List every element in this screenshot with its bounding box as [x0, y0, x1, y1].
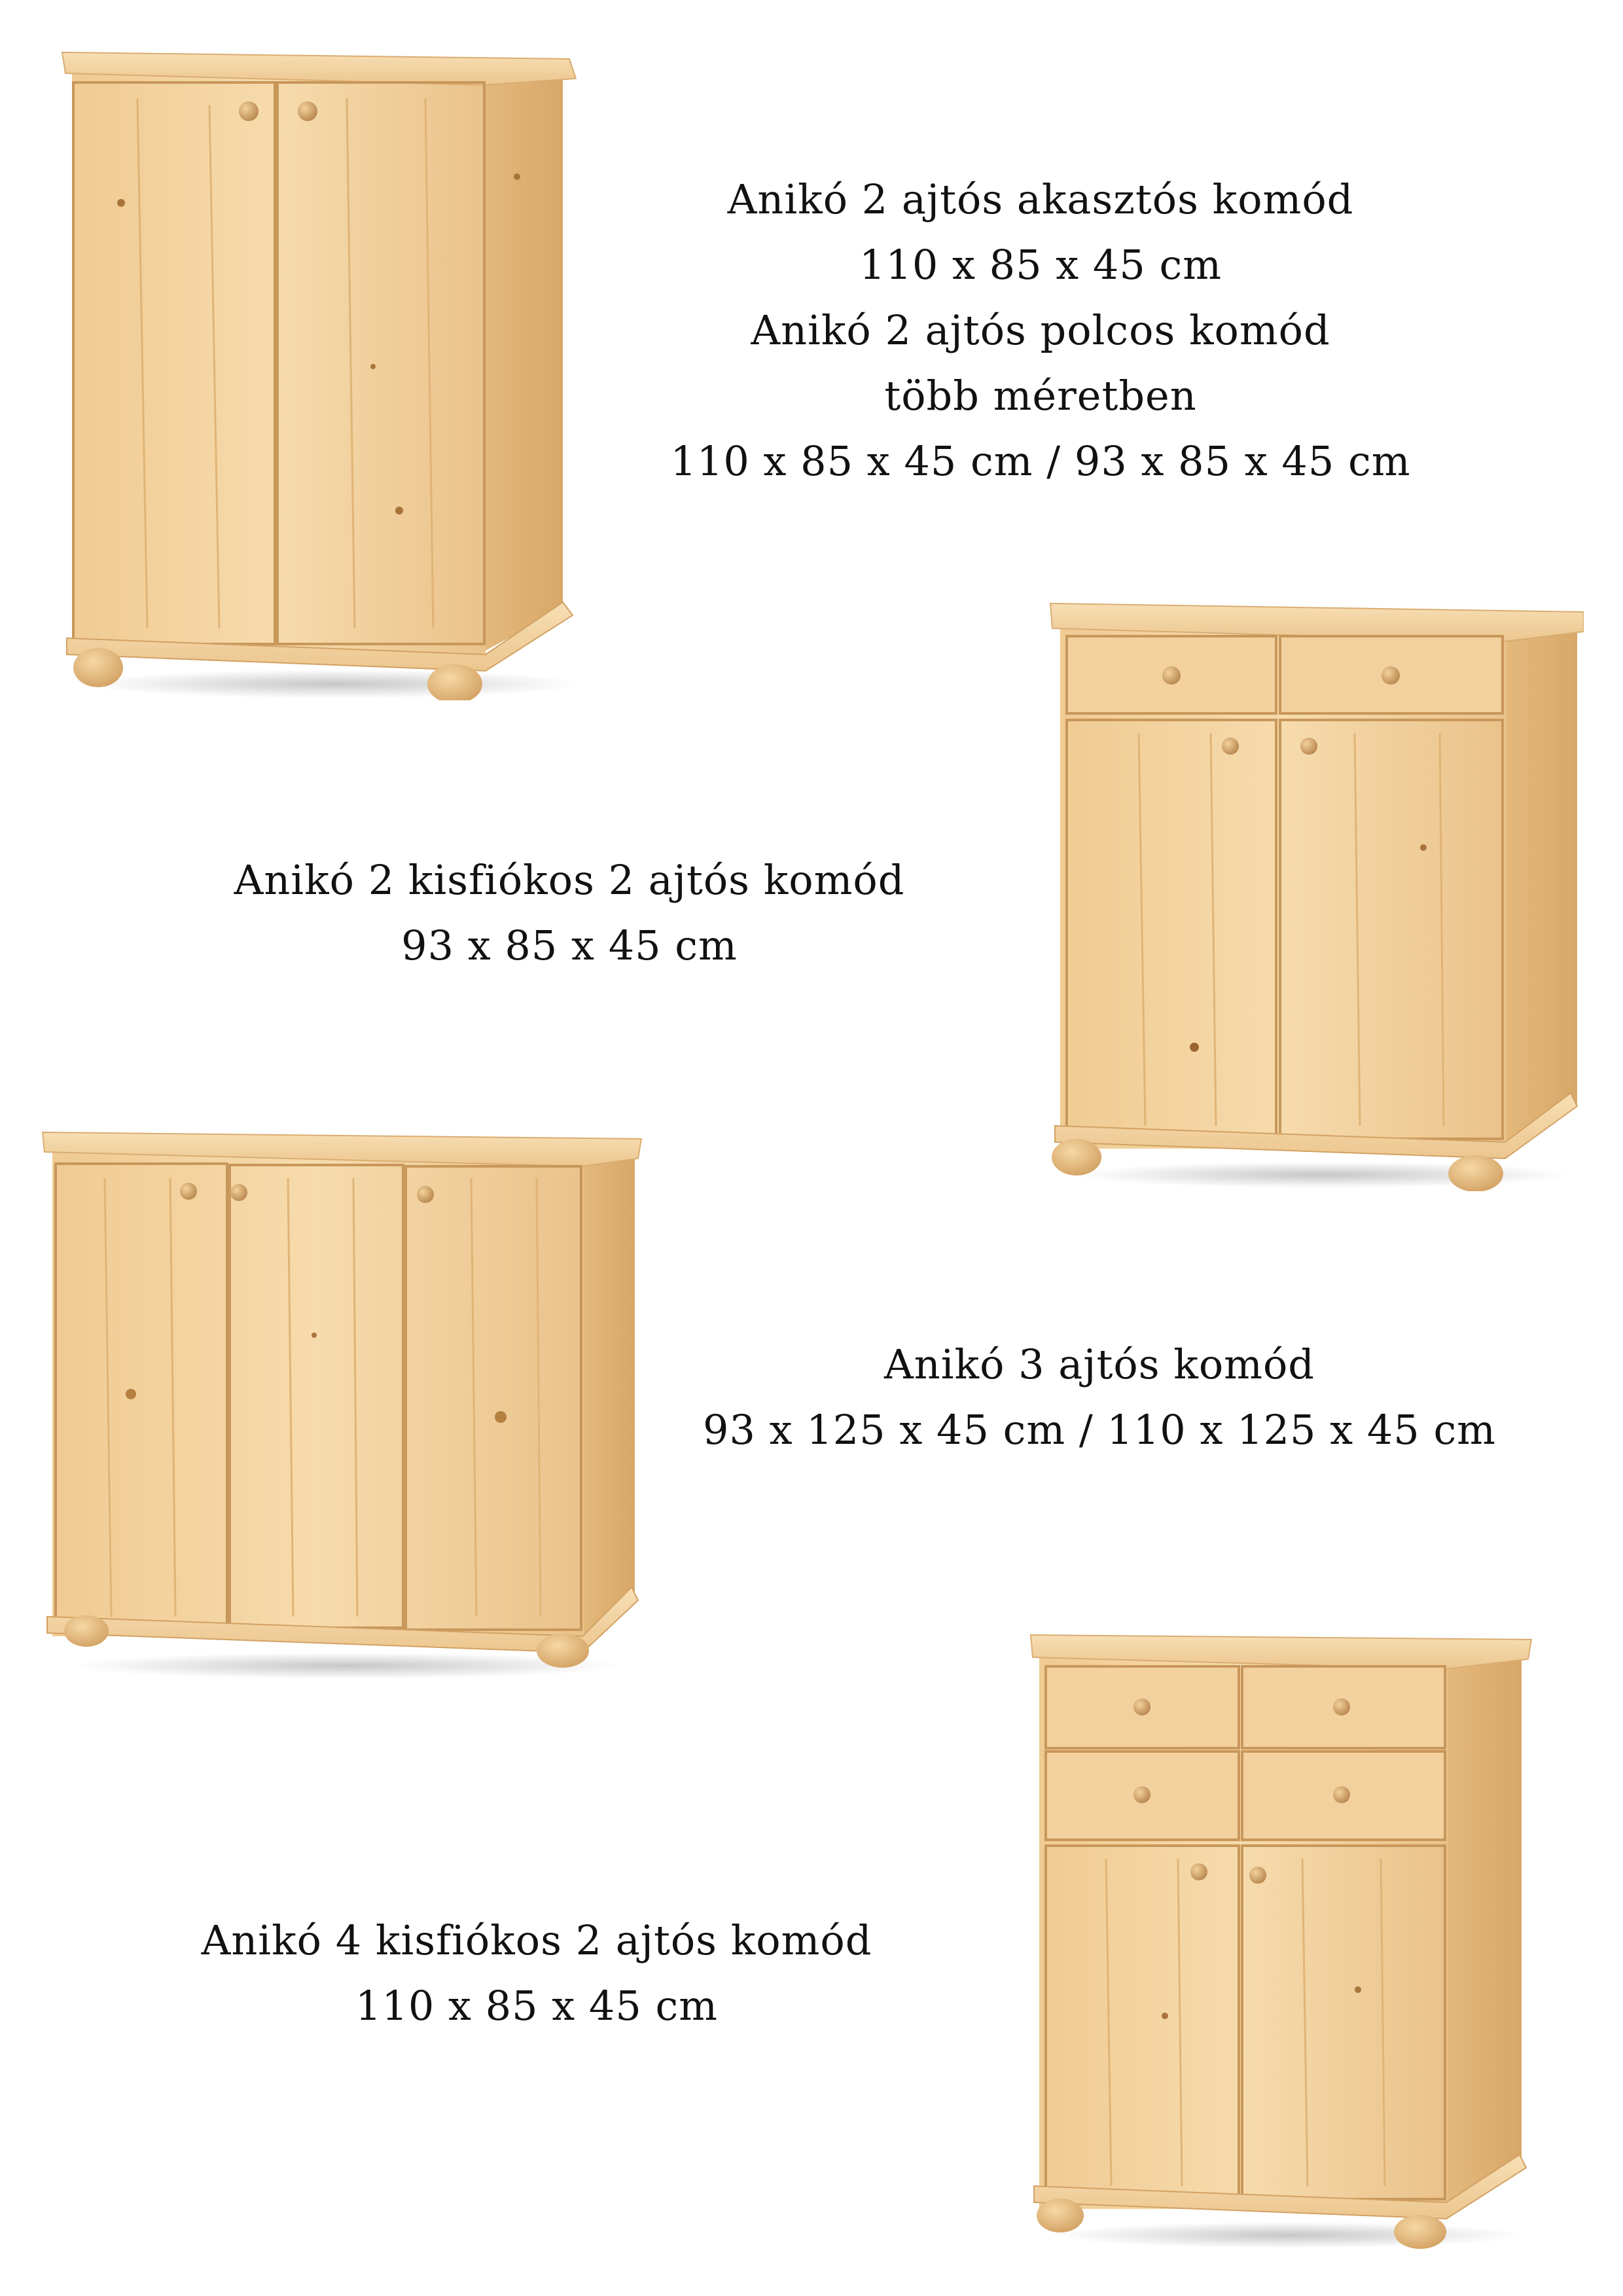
product-image-2-drawer-2-door-cabinet [1047, 589, 1584, 1191]
product-caption-1 [628, 167, 1453, 494]
cabinet-illustration [39, 1113, 648, 1682]
product-caption-2 [157, 848, 982, 978]
cabinet-illustration [1047, 589, 1584, 1191]
product-caption-3 [654, 1332, 1544, 1463]
product-title: Anikó 2 ajtós polcos komód [751, 306, 1330, 354]
product-dimensions: 93 x 125 x 45 cm / 110 x 125 x 45 cm [703, 1406, 1496, 1454]
product-dimensions: 110 x 85 x 45 cm / 93 x 85 x 45 cm [670, 437, 1411, 485]
product-dimensions: 110 x 85 x 45 cm [859, 241, 1222, 289]
product-caption-4 [124, 1908, 949, 2039]
cabinet-illustration [1027, 1623, 1538, 2251]
product-title: Anikó 4 kisfiókos 2 ajtós komód [201, 1916, 872, 1964]
product-title: Anikó 2 ajtós akasztós komód [727, 175, 1354, 223]
cabinet-illustration [59, 39, 596, 700]
product-dimensions: 93 x 85 x 45 cm [401, 922, 738, 969]
product-note: több méretben [884, 372, 1197, 420]
product-image-3-door-cabinet [39, 1113, 648, 1682]
product-image-tall-2-door-cabinet [59, 39, 596, 700]
product-title: Anikó 3 ajtós komód [884, 1340, 1315, 1388]
product-image-4-drawer-2-door-cabinet [1027, 1623, 1538, 2251]
product-dimensions: 110 x 85 x 45 cm [355, 1982, 719, 2030]
product-title: Anikó 2 kisfiókos 2 ajtós komód [234, 856, 905, 904]
